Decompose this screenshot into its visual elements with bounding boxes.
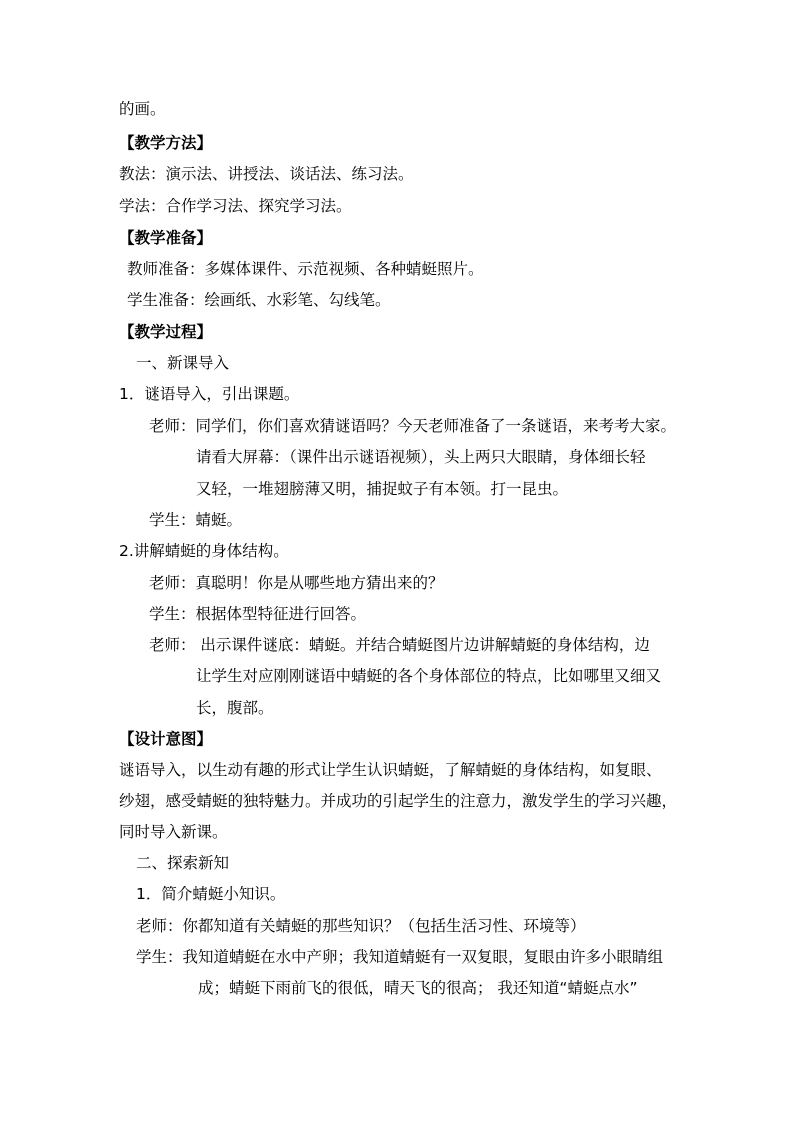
text-teaching-method: 教法：演示法、讲授法、谈话法、练习法。 bbox=[119, 165, 414, 183]
text-design-intent-2: 纱翅，感受蜻蜓的独特魅力。并成功的引起学生的注意力，激发学生的学习兴趣， bbox=[119, 792, 678, 810]
heading-teaching-preparation: 【教学准备】 bbox=[119, 229, 213, 247]
text-design-intent-3: 同时导入新课。 bbox=[119, 823, 228, 841]
dialogue-teacher-4: 老师：你都知道有关蜻蜓的那些知识？（包括生活习性、环境等） bbox=[136, 917, 586, 935]
dialogue-student-3b: 成；蜻蜓下雨前飞的很低，晴天飞的很高； 我还知道“蜻蜓点水” bbox=[198, 979, 638, 997]
text-learning-method: 学法：合作学习法、探究学习法。 bbox=[119, 197, 352, 215]
text-teacher-preparation: 教师准备：多媒体课件、示范视频、各种蜻蜓照片。 bbox=[127, 260, 484, 278]
dialogue-student-1: 学生：蜻蜓。 bbox=[149, 511, 243, 529]
dialogue-teacher-1a: 老师：同学们，你们喜欢猜谜语吗？今天老师准备了一条谜语，来考考大家。 bbox=[149, 417, 677, 435]
heading-design-intent: 【设计意图】 bbox=[119, 730, 213, 748]
list-item-body-structure: 2.讲解蜻蜓的身体结构。 bbox=[119, 542, 289, 560]
dialogue-teacher-3c: 长，腹部。 bbox=[196, 699, 274, 717]
heading-teaching-methods: 【教学方法】 bbox=[119, 134, 213, 152]
dialogue-teacher-1c: 又轻，一堆翅膀薄又明，捕捉蚊子有本领。打一昆虫。 bbox=[196, 480, 569, 498]
dialogue-teacher-3b: 让学生对应刚刚谜语中蜻蜓的各个身体部位的特点，比如哪里又细又 bbox=[196, 667, 662, 685]
dialogue-teacher-3a: 老师： 出示课件谜底：蜻蜓。并结合蜻蜓图片边讲解蜻蜓的身体结构，边 bbox=[149, 636, 650, 654]
dialogue-teacher-1b: 请看大屏幕：（课件出示谜语视频），头上两只大眼睛，身体细长轻 bbox=[196, 448, 646, 466]
text-student-preparation: 学生准备：绘画纸、水彩笔、勾线笔。 bbox=[127, 291, 391, 309]
section-explore-knowledge: 二、探索新知 bbox=[136, 854, 230, 872]
dialogue-student-2: 学生：根据体型特征进行回答。 bbox=[149, 605, 367, 623]
text-line-continuation: 的画。 bbox=[119, 100, 166, 118]
dialogue-student-3a: 学生：我知道蜻蜓在水中产卵；我知道蜻蜓有一双复眼，复眼由许多小眼睛组 bbox=[136, 948, 664, 966]
heading-teaching-process: 【教学过程】 bbox=[119, 323, 213, 341]
section-new-lesson-intro: 一、新课导入 bbox=[136, 354, 230, 372]
text-design-intent-1: 谜语导入，以生动有趣的形式让学生认识蜻蜓，了解蜻蜓的身体结构，如复眼、 bbox=[119, 761, 662, 779]
dialogue-teacher-2: 老师：真聪明！你是从哪些地方猜出来的？ bbox=[149, 574, 444, 592]
list-item-riddle-intro: 1．谜语导入，引出课题。 bbox=[119, 385, 300, 403]
list-item-dragonfly-facts: 1．简介蜻蜓小知识。 bbox=[136, 885, 286, 903]
